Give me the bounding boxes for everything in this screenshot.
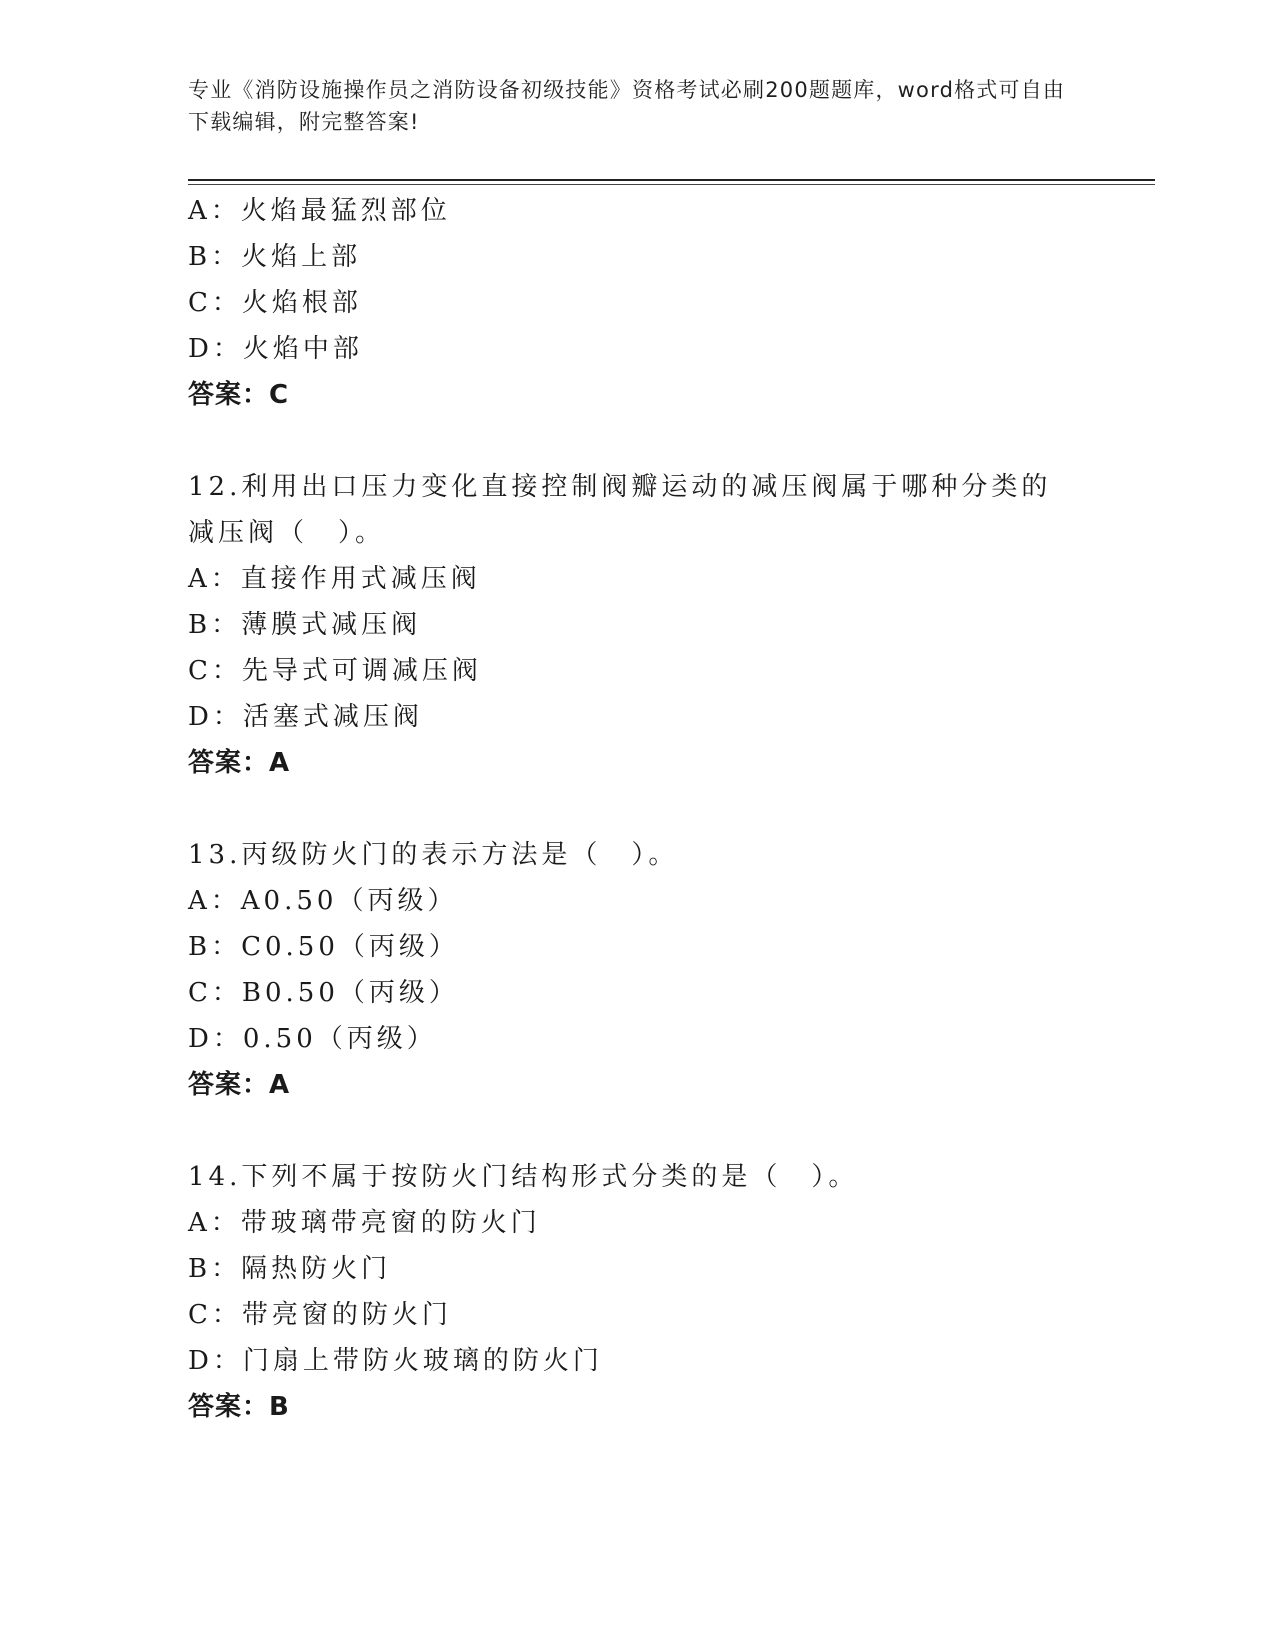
option-c: C：先导式可调减压阀	[188, 656, 482, 686]
option-d: D：门扇上带防火玻璃的防火门	[188, 1346, 603, 1376]
option-d: D：活塞式减压阀	[188, 702, 423, 732]
question-block-11	[188, 188, 1088, 418]
question-block-13	[188, 832, 1088, 1108]
document-header: 专业《消防设施操作员之消防设备初级技能》资格考试必刷200题题库，word格式可自由下载编辑，附完整答案!	[188, 78, 1066, 134]
option-b: B：隔热防火门	[188, 1254, 392, 1284]
answer-line: 答案：C	[188, 380, 290, 410]
header-divider-thin	[188, 184, 1155, 185]
option-b: B：C0.50（丙级）	[188, 932, 459, 962]
header-divider-thick	[188, 179, 1155, 181]
option-a: A：直接作用式减压阀	[188, 564, 481, 594]
option-a: A：A0.50（丙级）	[188, 886, 458, 916]
option-d: D：火焰中部	[188, 334, 363, 364]
option-b: B：薄膜式减压阀	[188, 610, 422, 640]
question-text: 14.下列不属于按防火门结构形式分类的是（ ）。	[188, 1162, 859, 1192]
option-c: C：带亮窗的防火门	[188, 1300, 452, 1330]
question-text: 13.丙级防火门的表示方法是（ ）。	[188, 840, 679, 870]
option-b: B：火焰上部	[188, 242, 362, 272]
option-c: C：火焰根部	[188, 288, 362, 318]
question-block-14	[188, 1154, 1088, 1430]
question-block-12	[188, 464, 1088, 786]
option-a: A：带玻璃带亮窗的防火门	[188, 1208, 541, 1238]
option-c: C：B0.50（丙级）	[188, 978, 459, 1008]
answer-line: 答案：A	[188, 1070, 291, 1100]
option-d: D：0.50（丙级）	[188, 1024, 437, 1054]
document-body	[188, 188, 1088, 1430]
question-text: 12.利用出口压力变化直接控制阀瓣运动的减压阀属于哪种分类的减压阀（ ）。	[188, 472, 1052, 548]
answer-line: 答案：A	[188, 748, 291, 778]
option-a: A：火焰最猛烈部位	[188, 196, 451, 226]
answer-line: 答案：B	[188, 1392, 290, 1422]
